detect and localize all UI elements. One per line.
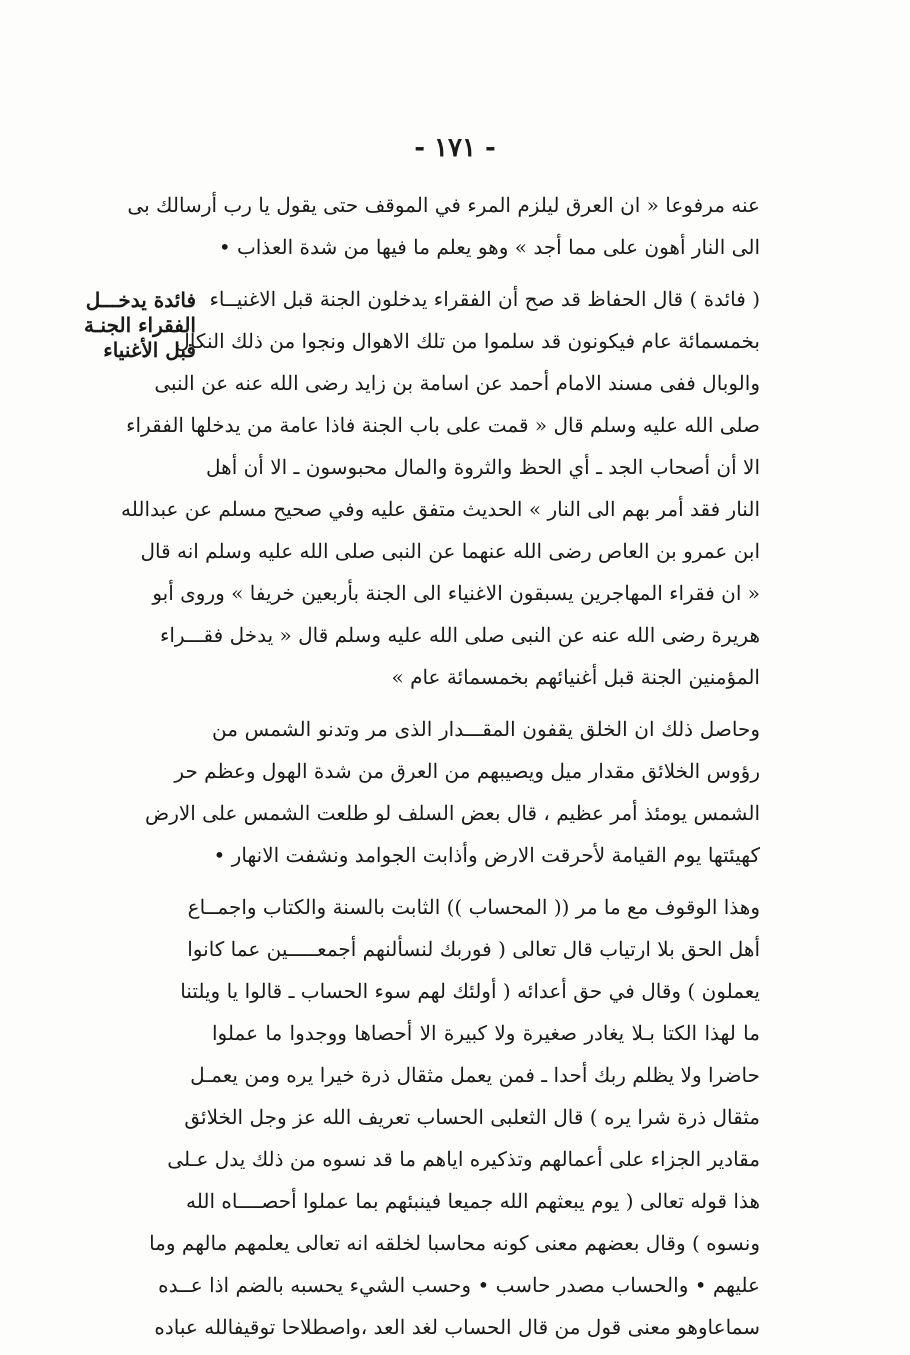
paragraph [149,886,760,1348]
text-line: أهل الحق بلا ارتياب قال تعالى ( فوربك لنسألنهم أجمعـــــين عما كانوا [187,937,760,961]
text-line: ما لهذا الكتا بـلا يغادر صغيرة ولا كبيرة الا أحصاها ووجدوا ما عملوا [212,1021,760,1045]
text-line: مقادير الجزاء على أعمالهم وتذكيره اياهم ما قد نسوه من ذلك يدل عـلى [167,1147,760,1171]
margin-note [36,288,196,363]
text-line: سماعاوهو معنى قول من قال الحساب لغد العد ،واصطلاحا توقيفالله عباده [154,1315,760,1339]
text-line: هريرة رضى الله عنه عن النبى صلى الله عليه وسلم قال « يدخل فقـــراء [159,623,760,647]
text-line: وحاصل ذلك ان الخلق يقفون المقـــدار الذى مر وتدنو الشمس من [212,717,760,741]
text-line: النار فقد أمر بهم الى النار » الحديث متفق عليه وفي صحيح مسلم عن عبدالله [121,497,760,521]
page-number: - ١٧١ - [414,133,496,163]
text-line: مثقال ذرة شرا يره ) قال الثعلبى الحساب تعريف الله عز وجل الخلائق [184,1105,760,1129]
text-line: رؤوس الخلائق مقدار ميل ويصيبهم من العرق من شدة الهول وعظم حر [174,759,760,783]
text-line: يعملون ) وقال في حق أعدائه ( أولئك لهم سوء الحساب ـ قالوا يا ويلتنا [180,979,760,1003]
text-line: الشمس يومئذ أمر عظيم ، قال بعض السلف لو طلعت الشمس على الارض [145,801,760,825]
margin-note-line: فائدة يدخـــل [85,288,196,312]
text-line: كهيئتها يوم القيامة لأحرقت الارض وأذابت الجوامد ونشفت الانهار • [213,843,760,867]
text-line: الا أن أصحاب الجد ـ أي الحظ والثروة والمال محبوسون ـ الا أن أهل [206,455,760,479]
text-line: الى النار أهون على مما أجد » وهو يعلم ما فيها من شدة العذاب • [218,235,760,259]
text-line: ونسوه ) وقال بعضهم معنى كونه محاسبا لخلقه انه تعالى يعلمهم مالهم وما [149,1231,760,1255]
text-line: ( فائدة ) قال الحفاظ قد صح أن الفقراء يدخلون الجنة قبل الاغنيــاء [209,287,760,311]
text-line: المؤمنين الجنة قبل أغنيائهم بخمسمائة عام » [391,665,760,689]
paragraph [145,708,760,876]
text-line: حاضرا ولا يظلم ربك أحدا ـ فمن يعمل مثقال ذرة خيرا يره ومن يعمـل [190,1063,760,1087]
text-line: عنه مرفوعا « ان العرق ليلزم المرء في الموقف حتى يقول يا رب أرسالك بى [127,193,760,217]
text-line: ابن عمرو بن العاص رضى الله عنهما عن النبى صلى الله عليه وسلم انه قال [140,539,760,563]
text-line: « ان فقراء المهاجرين يسبقون الاغنياء الى الجنة بأربعين خريفا » وروى أبو [152,581,760,605]
margin-note-line: قبل الأغنياء [103,338,196,362]
text-line: هذا قوله تعالى ( يوم يبعثهم الله جميعا فينبئهم بما عملوا أحصــــاه الله [186,1189,760,1213]
text-line: عليهم • والحساب مصدر حاسب • وحسب الشيء يحسبه بالضم اذا عــده [158,1273,760,1297]
text-line: صلى الله عليه وسلم قال « قمت على باب الجنة فاذا عامة من يدخلها الفقراء [126,413,760,437]
margin-note-line: الفقراء الجنـة [83,313,196,337]
text-line: والوبال ففى مسند الامام أحمد عن اسامة بن زايد رضى الله عنه عن النبى [154,371,760,395]
text-line: بخمسمائة عام فيكونون قد سلموا من تلك الاهوال ونجوا من ذلك النكال [175,329,760,353]
text-line: وهذا الوقوف مع ما مر (( المحساب )) الثابت بالسنة والكتاب واجمــاع [187,895,760,919]
paragraph [127,184,760,268]
